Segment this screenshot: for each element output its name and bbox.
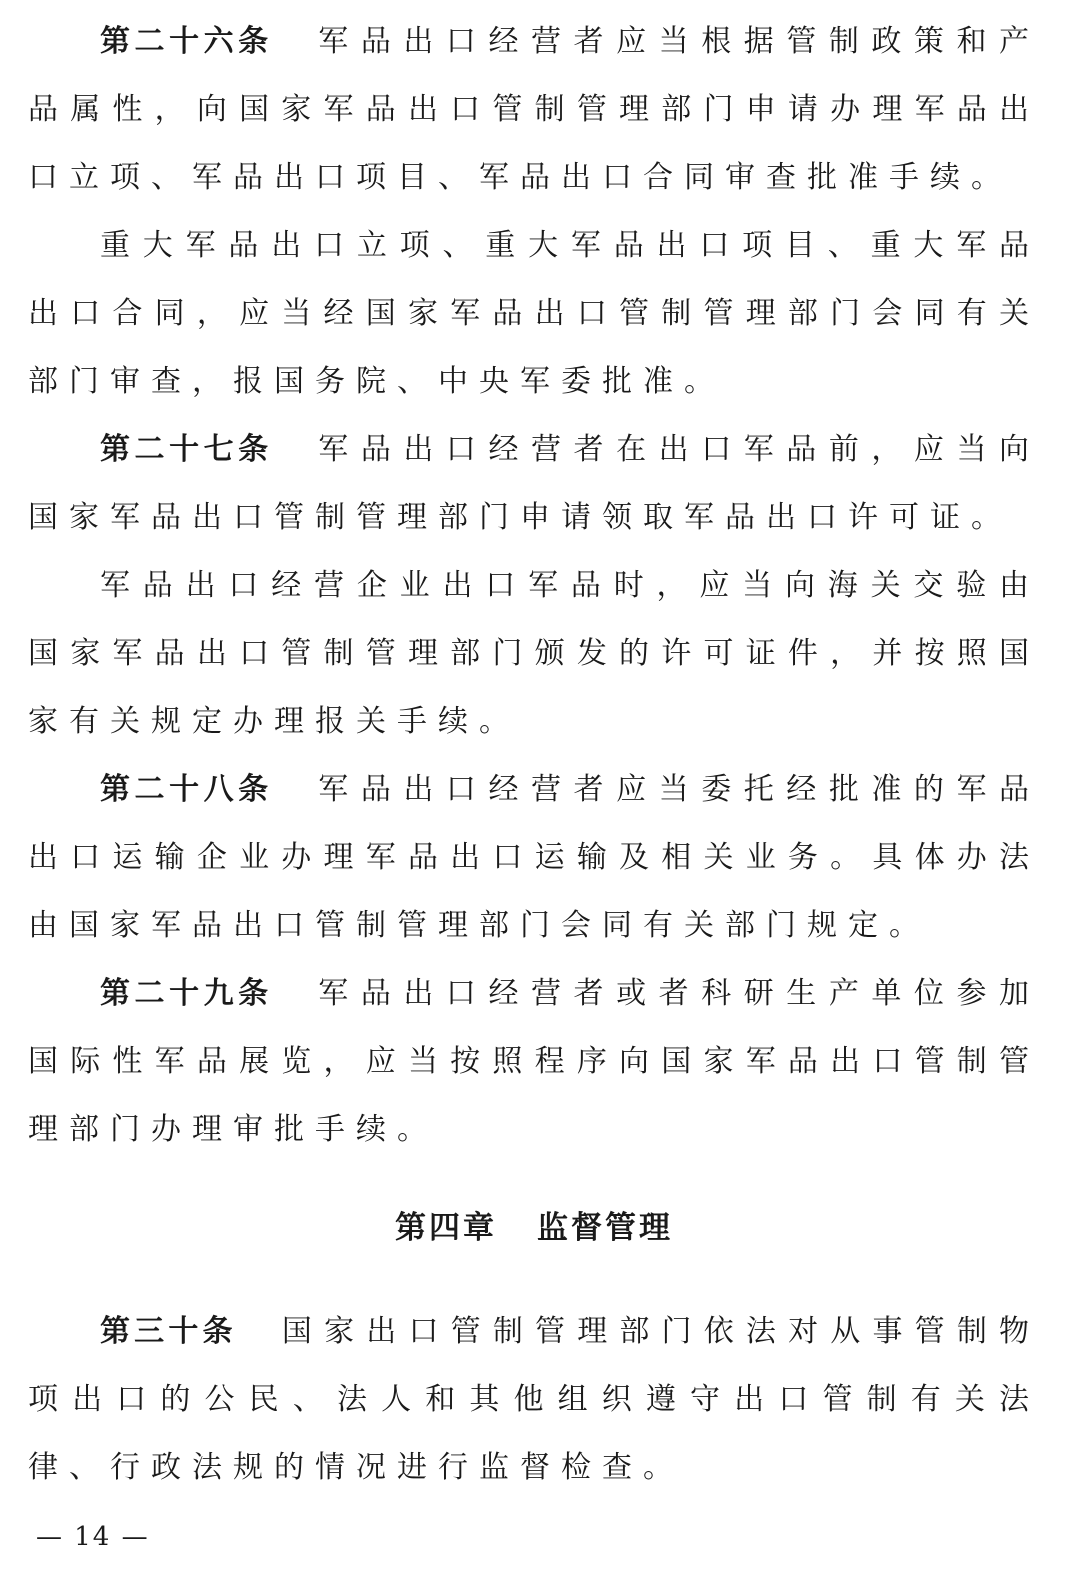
article-body: 军品出口经营者在出口军品前，应当向国家军品出口管制管理部门申请领取军品出口许可证。 [28, 432, 1041, 535]
chapter-title: 监督管理 [537, 1210, 673, 1246]
article-27 [28, 416, 1040, 552]
page-number: — 14 — [36, 1522, 150, 1552]
article-30 [28, 1298, 1040, 1502]
article-28 [28, 756, 1040, 960]
article-body: 军品出口经营者应当根据管制政策和产品属性，向国家军品出口管制管理部门申请办理军品出口立项、军品出口项目、军品出口合同审查批准手续。 [28, 24, 1041, 195]
article-26-paragraph-2 [28, 212, 1040, 416]
article-27-paragraph-2 [28, 552, 1040, 756]
article-title: 第三十条 [100, 1314, 237, 1349]
article-body: 军品出口经营者或者科研生产单位参加国际性军品展览，应当按照程序向国家军品出口管制管理部门办理审批手续。 [28, 976, 1041, 1147]
article-body: 重大军品出口立项、重大军品出口项目、重大军品出口合同，应当经国家军品出口管制管理部门会同有关部门审查，报国务院、中央军委批准。 [28, 228, 1040, 399]
document-page [28, 8, 1040, 1502]
chapter-heading [28, 1194, 1040, 1262]
article-title: 第二十六条 [100, 24, 273, 59]
article-title: 第二十九条 [100, 976, 273, 1011]
article-body: 军品出口经营者应当委托经批准的军品出口运输企业办理军品出口运输及相关业务。具体办法由国家军品出口管制管理部门会同有关部门规定。 [28, 772, 1041, 943]
article-title: 第二十八条 [100, 772, 273, 807]
article-title: 第二十七条 [100, 432, 273, 467]
article-body: 国家出口管制管理部门依法对从事管制物项出口的公民、法人和其他组织遵守出口管制有关法律、行政法规的情况进行监督检查。 [28, 1314, 1041, 1485]
article-26 [28, 8, 1040, 212]
article-29 [28, 960, 1040, 1164]
chapter-number: 第四章 [395, 1210, 497, 1246]
article-body: 军品出口经营企业出口军品时，应当向海关交验由国家军品出口管制管理部门颁发的许可证件，并按照国家有关规定办理报关手续。 [28, 568, 1040, 739]
